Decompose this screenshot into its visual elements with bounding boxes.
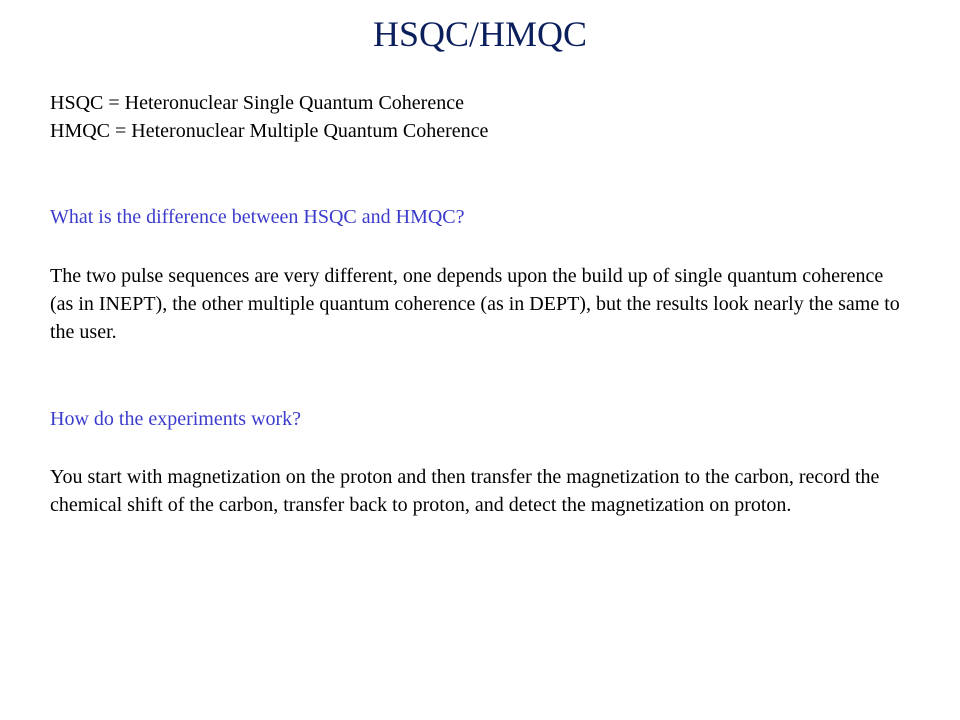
answer-difference: The two pulse sequences are very different, one depends upon the build up of single quantum coherence (as in INEPT), the other multiple quantum coherence (as in DEPT), but the results look nearly the same to the user.: [50, 265, 900, 343]
definition-hsqc: HSQC = Heteronuclear Single Quantum Coherence: [50, 92, 464, 114]
slide-title: HSQC/HMQC: [372, 14, 588, 54]
question-difference: What is the difference between HSQC and HMQC?: [50, 206, 465, 228]
definitions-block: [50, 89, 910, 145]
question-how-it-works: How do the experiments work?: [50, 408, 302, 430]
answer-how-it-works: You start with magnetization on the proton and then transfer the magnetization to the carbon, record the chemical shift of the carbon, transfer back to proton, and detect the magnetization on proton.: [50, 466, 880, 516]
definition-hmqc: HMQC = Heteronuclear Multiple Quantum Coherence: [50, 120, 489, 142]
